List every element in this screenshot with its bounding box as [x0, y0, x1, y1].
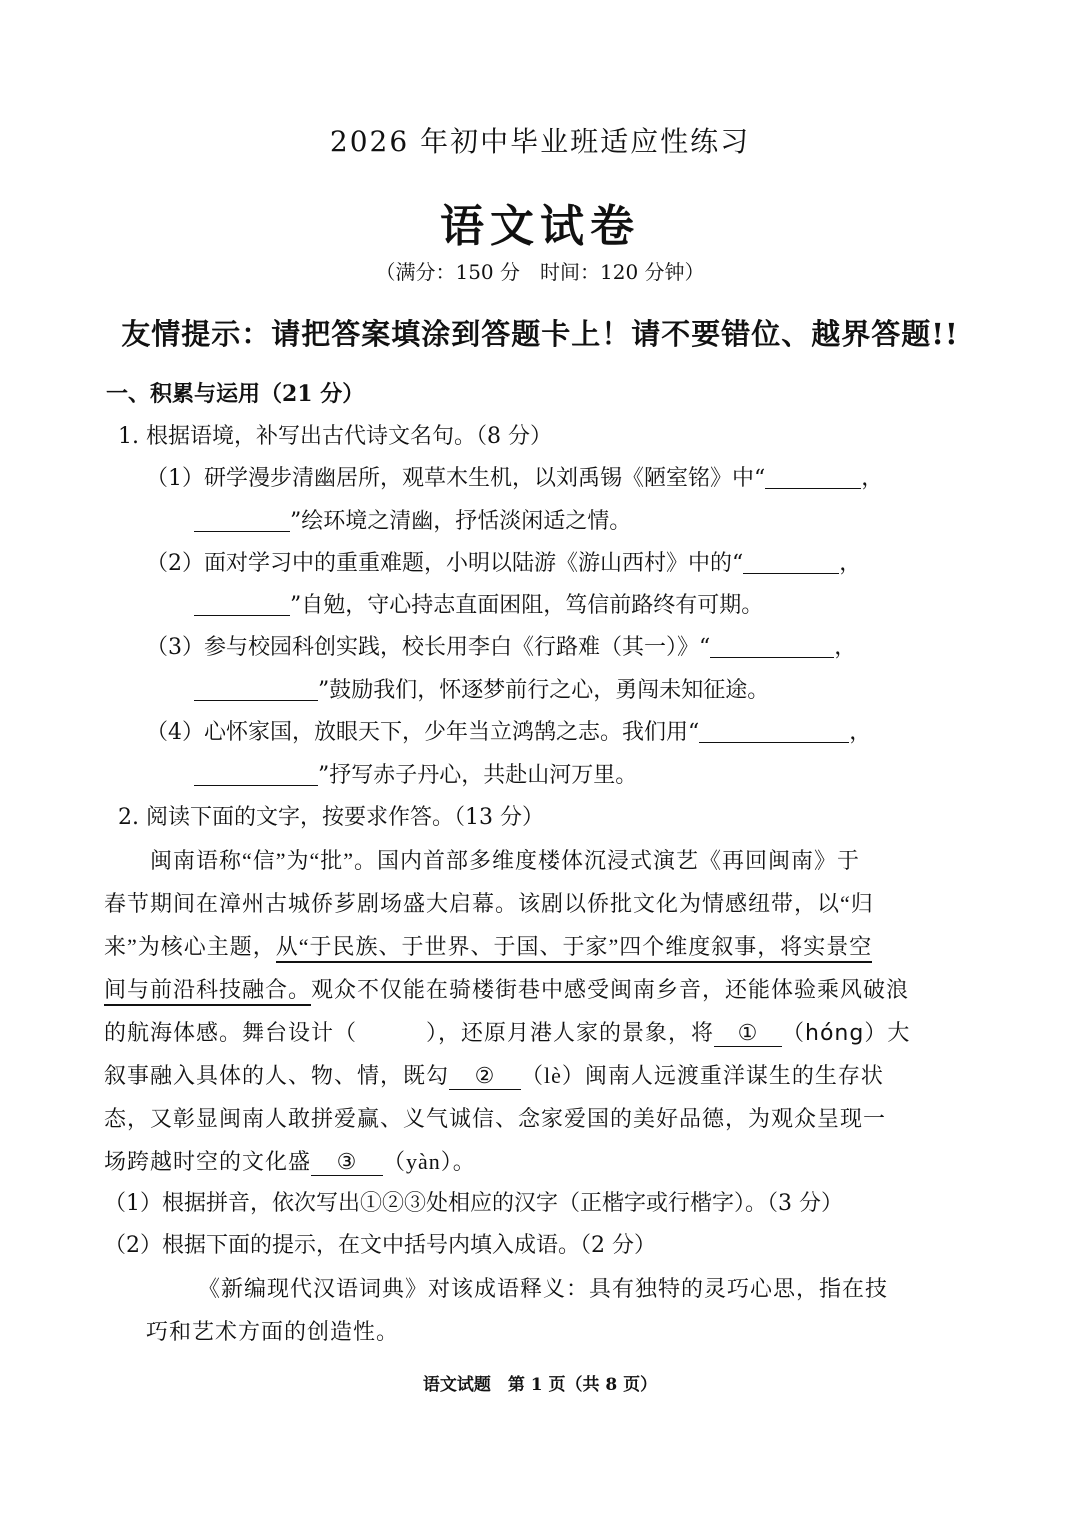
answer-blank [765, 466, 861, 489]
q1-item-2-tail: ”自勉，守心持志直面困阻，笃信前路终有可期。 [290, 593, 764, 618]
q1-item-2-line2 [194, 590, 763, 622]
section-heading: 一、积累与运用（21 分） [106, 381, 365, 407]
answer-blank [194, 593, 290, 616]
comma: ， [861, 466, 884, 491]
q1-item-4-text: （4）心怀家国，放眼天下，少年当立鸿鹄之志。我们用“ [146, 720, 700, 745]
answer-blank [710, 635, 834, 658]
passage-line-8 [104, 1146, 476, 1178]
question-2-stem: 2. 阅读下面的文字，按要求作答。（13 分） [118, 805, 544, 830]
comma: ， [834, 635, 857, 660]
passage-text: 来”为核心主题， [104, 934, 276, 959]
exam-subtitle: 2026 年初中毕业班适应性练习 [329, 125, 751, 158]
passage-text: 观众不仅能在骑楼街巷中感受闽南乡音，还能体验乘风破浪 [311, 977, 910, 1002]
q1-item-2-text: （2）面对学习中的重重难题，小明以陆游《游山西村》中的“ [146, 551, 744, 576]
q1-item-1-line1 [146, 463, 883, 495]
comma: ， [849, 720, 872, 745]
q1-item-3-tail: ”鼓励我们，怀逐梦前行之心，勇闯未知征途。 [318, 678, 770, 703]
question-1-stem: 1. 根据语境，补写出古代诗文名句。（8 分） [118, 424, 552, 449]
answer-blank [194, 678, 318, 701]
pinyin-yan: （yàn）。 [383, 1149, 476, 1174]
q1-item-3-text: （3）参与校园科创实践，校长用李白《行路难（其一）》“ [146, 635, 711, 660]
passage-line-2: 春节期间在漳州古城侨芗剧场盛大启幕。该剧以侨批文化为情感纽带，以“归 [104, 891, 874, 916]
passage-line-6 [104, 1060, 884, 1092]
passage-text: 叙事融入具体的人、物、情，既勾 [104, 1063, 450, 1088]
page-footer: 语文试题 第 1 页（共 8 页） [422, 1375, 658, 1395]
dictionary-hint-line-1: 《新编现代汉语词典》对该成语释义：具有独特的灵巧心思，指在技 [198, 1276, 889, 1301]
answer-blank [194, 509, 290, 532]
passage-line-3 [104, 931, 872, 963]
q1-item-1-text: （1）研学漫步清幽居所，观草木生机，以刘禹锡《陋室铭》中“ [146, 466, 766, 491]
comma: ， [839, 551, 862, 576]
q1-item-1-line2 [194, 506, 631, 538]
passage-line-5 [104, 1017, 910, 1050]
q2-sub-1: （1）根据拼音，依次写出①②③处相应的汉字（正楷字或行楷字）。（3 分） [104, 1191, 843, 1216]
answer-blank [743, 551, 839, 574]
exam-title: 语文试卷 [440, 201, 640, 252]
q1-item-4-tail: ”抒写赤子丹心，共赴山河万里。 [318, 763, 638, 788]
q1-item-4-line2 [194, 760, 637, 792]
q1-item-2-line1 [146, 548, 861, 580]
passage-text: 场跨越时空的文化盛 [104, 1149, 312, 1174]
q1-item-3-line2 [194, 675, 769, 707]
passage-text: 的航海体感。舞台设计（ ），还原月港人家的景象，将 [104, 1020, 715, 1045]
passage-line-1: 闽南语称“信”为“批”。国内首部多维度楼体沉浸式演艺《再回闽南》于 [150, 848, 861, 873]
pinyin-hong: （hóng）大 [782, 1021, 911, 1046]
answer-blank [699, 720, 849, 743]
passage-line-7: 态，又彰显闽南人敢拼爱赢、义气诚信、念家爱国的美好品德，为观众呈现一 [104, 1106, 887, 1131]
q2-sub-2: （2）根据下面的提示，在文中括号内填入成语。（2 分） [104, 1233, 656, 1258]
fill-blank-1: ① [714, 1020, 782, 1047]
underlined-text: 从“于民族、于世界、于国、于家”四个维度叙事，将实景空 [276, 934, 873, 963]
pinyin-le: （lè）闽南人远渡重洋谋生的生存状 [521, 1063, 884, 1088]
answer-blank [194, 763, 318, 786]
fill-blank-2: ② [449, 1063, 521, 1090]
q1-item-4-line1 [146, 717, 871, 749]
fill-blank-3: ③ [311, 1149, 383, 1176]
exam-meta: （满分：150 分 时间：120 分钟） [375, 260, 705, 284]
friendly-notice: 友情提示：请把答案填涂到答题卡上！请不要错位、越界答题!! [121, 317, 959, 351]
q1-item-3-line1 [146, 632, 856, 664]
underlined-text: 间与前沿科技融合。 [104, 977, 311, 1006]
q1-item-1-tail: ”绘环境之清幽，抒恬淡闲适之情。 [290, 509, 632, 534]
dictionary-hint-line-2: 巧和艺术方面的创造性。 [146, 1319, 400, 1344]
passage-line-4 [104, 974, 909, 1006]
